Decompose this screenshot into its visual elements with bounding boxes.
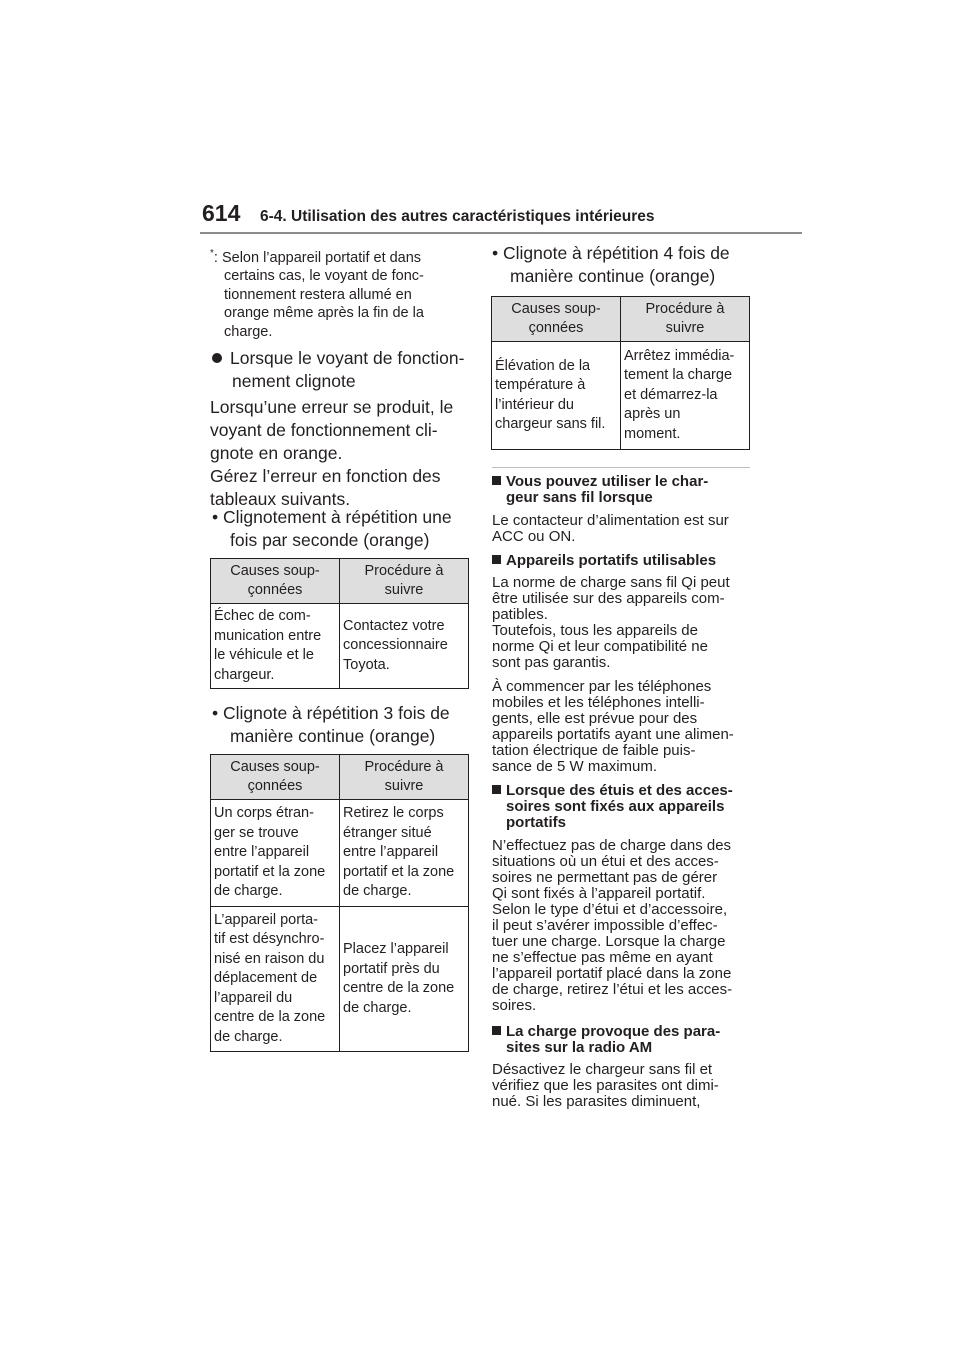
section-title: 6-4. Utilisation des autres caractéristiques intérieures (260, 208, 655, 225)
paragraph-line: être utilisée sur des appareils com- (492, 590, 725, 607)
paragraph-line: de charge, retirez l’étui et les acces- (492, 981, 733, 998)
intro-paragraph (210, 396, 472, 511)
section-heading (492, 783, 754, 831)
cause-cell: Échec de com- munication entre le véhicule et le chargeur. (211, 604, 340, 689)
table-row (211, 604, 469, 689)
heading-line: nement clignote (232, 371, 356, 391)
footnote-line: certains cas, le voyant de fonc- (224, 268, 424, 285)
paragraph-line: ACC ou ON. (492, 528, 576, 545)
paragraph-line: N’effectuez pas de charge dans des (492, 837, 732, 854)
intro-line: tableaux suivants. (210, 489, 351, 509)
section-heading-line: La charge provoque des para- (506, 1023, 721, 1040)
intro-line: gnote en orange. (210, 443, 343, 463)
square-bullet-icon (492, 476, 501, 485)
procedure-cell: Placez l’appareil portatif près du centre de la zone de charge. (340, 907, 469, 1052)
bullet-icon (212, 353, 222, 363)
section-heading (492, 474, 754, 506)
list-item (212, 702, 474, 748)
section-heading (492, 1024, 754, 1056)
column-header-procedure: Procédure à suivre (340, 755, 469, 800)
footnote-line: charge. (224, 323, 273, 340)
intro-line: voyant de fonctionnement cli- (210, 420, 438, 440)
procedure-cell: Retirez le corps étranger situé entre l’appareil portatif et la zone de charge. (340, 800, 469, 907)
paragraph-line: La norme de charge sans fil Qi peut (492, 574, 730, 591)
list-item-line: • Clignote à répétition 3 fois de (212, 703, 450, 723)
paragraph-line: Toutefois, tous les appareils de (492, 622, 698, 639)
table-row (211, 907, 469, 1052)
paragraph-line: soires ne permettant pas de gérer (492, 869, 718, 886)
column-header-procedure: Procédure à suivre (340, 559, 469, 604)
table-blink-1x (210, 558, 469, 689)
list-item-line: manière continue (orange) (510, 266, 716, 286)
paragraph-line: sance de 5 W maximum. (492, 758, 658, 775)
list-item-line: • Clignotement à répétition une (212, 507, 452, 527)
list-item-line: • Clignote à répétition 4 fois de (492, 243, 730, 263)
section-paragraph (492, 679, 754, 775)
paragraph-line: Selon le type d’étui et d’accessoire, (492, 901, 728, 918)
list-item (212, 506, 474, 552)
paragraph-line: l’appareil portatif placé dans la zone (492, 965, 732, 982)
cause-cell: Un corps étran- ger se trouve entre l’appareil portatif et la zone de charge. (211, 800, 340, 907)
section-paragraph (492, 1062, 754, 1110)
column-header-causes: Causes soup- çonnées (211, 755, 340, 800)
table-blink-3x (210, 754, 469, 1052)
section-heading-line: sites sur la radio AM (506, 1039, 653, 1056)
table-row (492, 342, 750, 450)
section-heading-line: soires sont fixés aux appareils (506, 798, 725, 815)
section-heading-line: geur sans fil lorsque (506, 489, 653, 506)
column-header-causes: Causes soup- çonnées (492, 297, 621, 342)
section-paragraph (492, 513, 754, 545)
paragraph-line: mobiles et les téléphones intelli- (492, 694, 705, 711)
paragraph-line: appareils portatifs ayant une alimen- (492, 726, 734, 743)
paragraph-line: Qi sont fixés à l’appareil portatif. (492, 885, 706, 902)
section-heading-line: Vous pouvez utiliser le char- (506, 473, 709, 490)
paragraph-line: patibles. (492, 606, 548, 623)
footnote-line: orange même après la fin de la (224, 305, 424, 322)
column-header-causes: Causes soup- çonnées (211, 559, 340, 604)
intro-line: Gérez l’erreur en fonction des (210, 466, 441, 486)
divider (492, 467, 750, 468)
paragraph-line: situations où un étui et des acces- (492, 853, 719, 870)
paragraph-line: tation électrique de faible puis- (492, 742, 696, 759)
paragraph-line: ne s’effectue pas même en ayant (492, 949, 713, 966)
paragraph-line: il peut s’avérer impossible d’effec- (492, 917, 718, 934)
footnote (210, 245, 460, 341)
paragraph-line: soires. (492, 997, 537, 1014)
square-bullet-icon (492, 785, 501, 794)
footnote-marker: * (210, 248, 214, 259)
section-heading-line: Lorsque des étuis et des acces- (506, 782, 733, 799)
paragraph-line: À commencer par les téléphones (492, 678, 712, 695)
paragraph-line: Désactivez le chargeur sans fil et (492, 1061, 713, 1078)
list-item (492, 242, 754, 288)
paragraph-line: vérifiez que les parasites ont dimi- (492, 1077, 719, 1094)
square-bullet-icon (492, 555, 501, 564)
procedure-cell: Arrêtez immédia- tement la charge et démarrez-la après un moment. (621, 342, 750, 450)
cause-cell: L’appareil porta- tif est désynchro- nisé en raison du déplacement de l’appareil du centre de la zone de charge. (211, 907, 340, 1052)
table-blink-4x (491, 296, 750, 450)
bullet-heading (212, 347, 472, 393)
section-paragraph (492, 838, 754, 1014)
paragraph-line: tuer une charge. Lorsque la charge (492, 933, 726, 950)
intro-line: Lorsqu’une erreur se produit, le (210, 397, 454, 417)
paragraph-line: nué. Si les parasites diminuent, (492, 1093, 701, 1110)
footnote-line: tionnement restera allumé en (224, 286, 412, 303)
page-number: 614 (202, 200, 241, 226)
list-item-line: manière continue (orange) (230, 726, 436, 746)
paragraph-line: Le contacteur d’alimentation est sur (492, 512, 729, 529)
list-item-line: fois par seconde (orange) (230, 530, 430, 550)
table-row (211, 800, 469, 907)
section-paragraph (492, 575, 754, 671)
heading-line: Lorsque le voyant de fonction- (230, 348, 465, 368)
cause-cell: Élévation de la température à l’intérieur du chargeur sans fil. (492, 342, 621, 450)
paragraph-line: sont pas garantis. (492, 654, 611, 671)
square-bullet-icon (492, 1026, 501, 1035)
header-rule (200, 232, 802, 234)
procedure-cell: Contactez votre concessionnaire Toyota. (340, 604, 469, 689)
section-heading-line: portatifs (506, 814, 566, 831)
column-header-procedure: Procédure à suivre (621, 297, 750, 342)
section-heading (492, 553, 754, 569)
paragraph-line: gents, elle est prévue pour des (492, 710, 698, 727)
paragraph-line: norme Qi et leur compatibilité ne (492, 638, 708, 655)
footnote-first-line: : Selon l’appareil portatif et dans (213, 249, 422, 266)
section-heading-line: Appareils portatifs utilisables (506, 552, 717, 569)
